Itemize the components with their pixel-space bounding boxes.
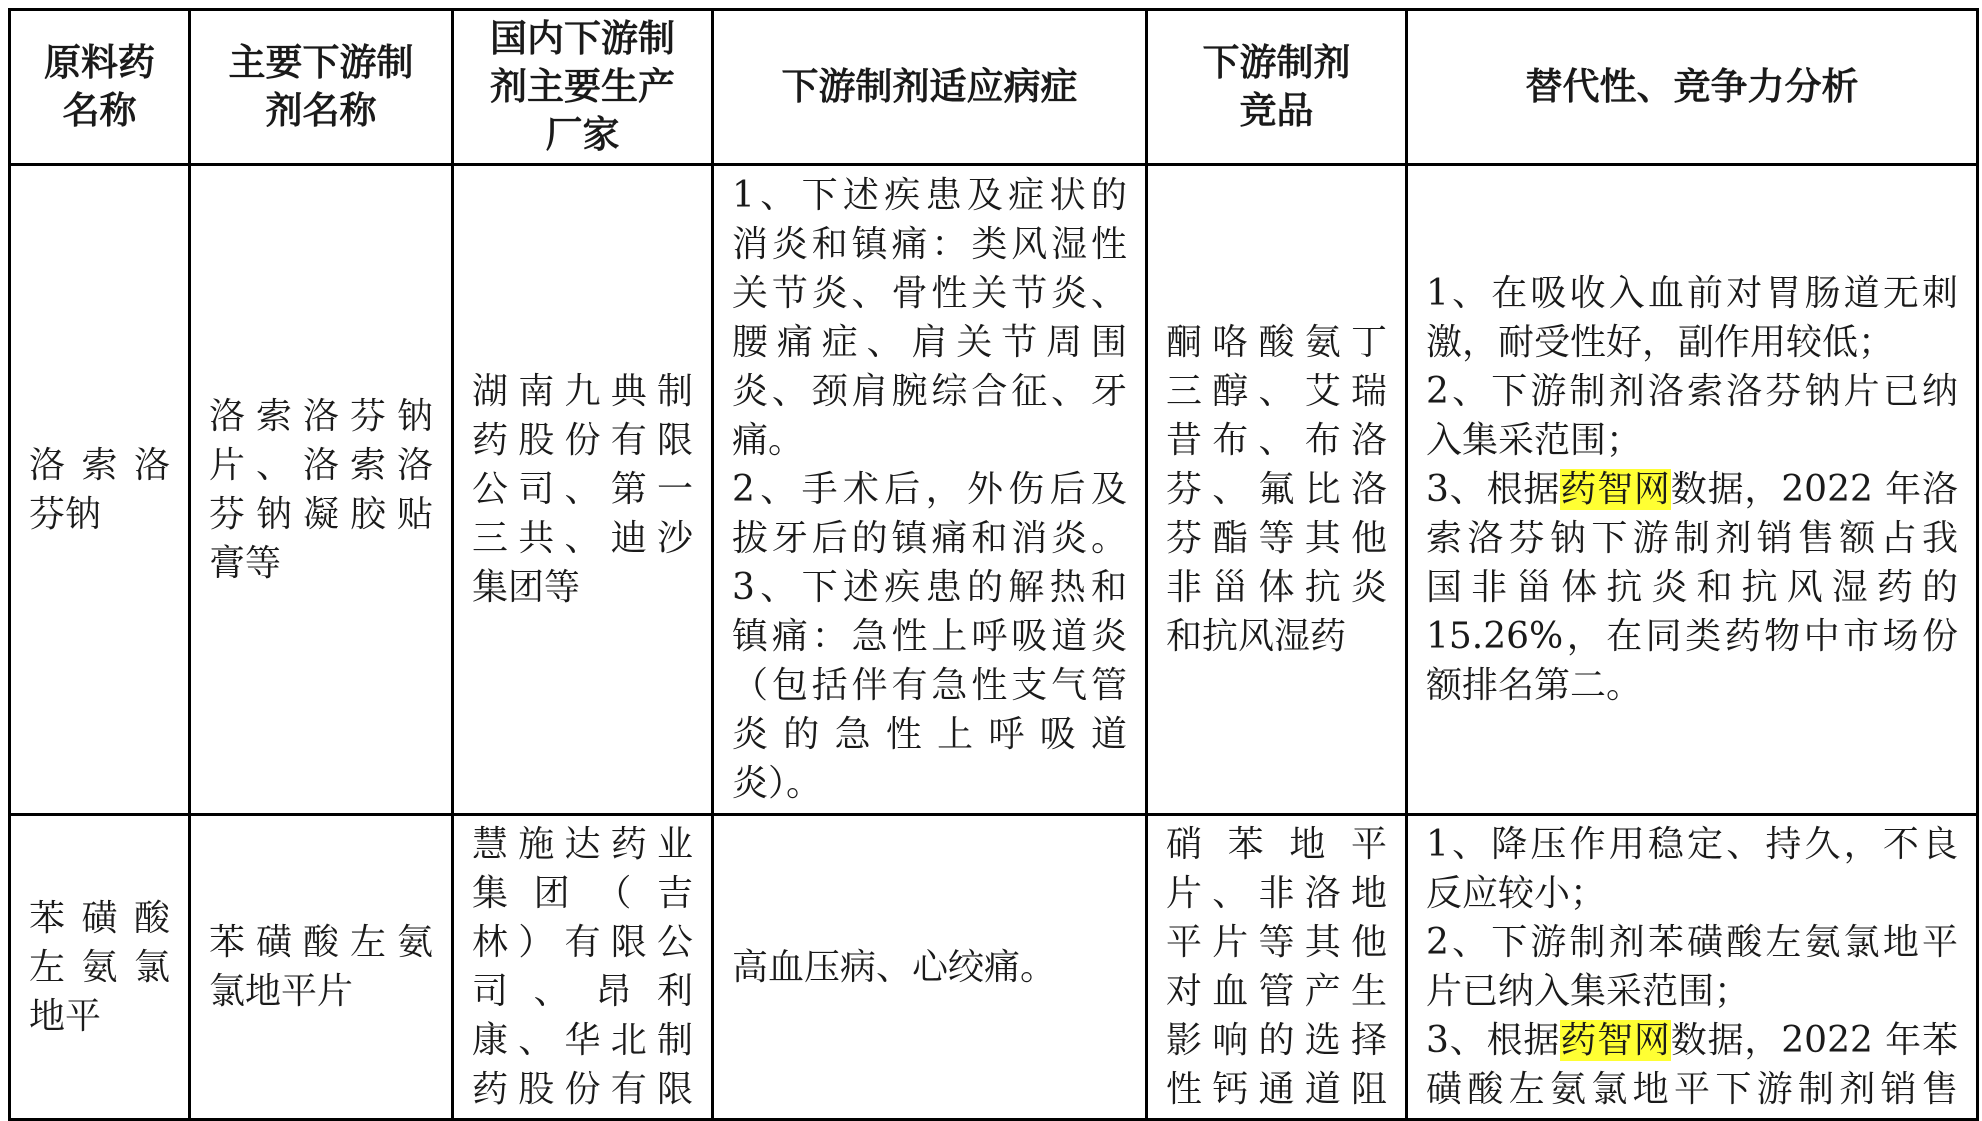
analysis-line-source: 3、根据药智网数据，2022 年洛: [1426, 469, 1958, 510]
table-row: [10, 815, 1978, 1120]
comparison-table: [8, 8, 1979, 1121]
cell-competitors: 硝 苯 地 平 片、非洛地 平片等其他 对血管产生 影响的选择 性钙通道阻: [1147, 815, 1407, 1120]
cell-indications: 1、下述疾患及症状的 消炎和镇痛：类风湿性 关节炎、骨性关节炎、 腰痛症、肩关节周围 炎、颈肩腕综合征、牙 痛。 2、手术后，外伤后及 拔牙后的镇痛和消炎。 3、下述疾患的解热和 镇痛：急性上呼吸道炎 （包括伴有急性支气管 炎的急性上呼吸道 炎）。: [713, 165, 1147, 815]
cell-competitors: 酮咯酸氨丁 三醇、艾瑞 昔布、布洛 芬、氟比洛 芬酯等其他 非甾体抗炎 和抗风湿药: [1147, 165, 1407, 815]
table-row: [10, 165, 1978, 815]
cell-api-name: 苯 磺 酸 左 氨 氯 地平: [10, 815, 190, 1120]
header-indications: 下游制剂适应病症: [713, 10, 1147, 165]
header-downstream-product: 主要下游制 剂名称: [190, 10, 453, 165]
cell-indications: 高血压病、心绞痛。: [713, 815, 1147, 1120]
cell-downstream-product: 洛索洛芬钠 片、洛索洛 芬钠凝胶贴 膏等: [190, 165, 453, 815]
highlighted-source: 药智网: [1560, 469, 1671, 510]
cell-manufacturers: 湖南九典制 药股份有限 公司、第一 三共、迪沙 集团等: [453, 165, 713, 815]
header-competitors: 下游制剂 竞品: [1147, 10, 1407, 165]
cell-api-name: 洛 索 洛 芬钠: [10, 165, 190, 815]
header-manufacturers: 国内下游制 剂主要生产 厂家: [453, 10, 713, 165]
cell-manufacturers: 慧施达药业 集 团 （ 吉 林）有限公 司 、 昂 利 康、华北制 药股份有限: [453, 815, 713, 1120]
cell-analysis: 1、降压作用稳定、持久，不良 反应较小； 2、下游制剂苯磺酸左氨氯地平 片已纳入集采范围； 3、根据药智网数据，2022 年苯 磺酸左氨氯地平下游制剂销售: [1407, 815, 1978, 1120]
analysis-line-source: 3、根据药智网数据，2022 年苯: [1426, 1020, 1958, 1061]
cell-analysis: 1、在吸收入血前对胃肠道无刺 激，耐受性好，副作用较低； 2、下游制剂洛索洛芬钠片已纳 入集采范围； 3、根据药智网数据，2022 年洛 索洛芬钠下游制剂销售额占我 国非甾体抗炎和抗风湿药的 15.26%，在同类药物中市场份 额排名第二。: [1407, 165, 1978, 815]
header-analysis: 替代性、竞争力分析: [1407, 10, 1978, 165]
highlighted-source: 药智网: [1560, 1020, 1671, 1061]
header-row: [10, 10, 1978, 165]
cell-downstream-product: 苯磺酸左氨 氯地平片: [190, 815, 453, 1120]
header-api-name: 原料药 名称: [10, 10, 190, 165]
